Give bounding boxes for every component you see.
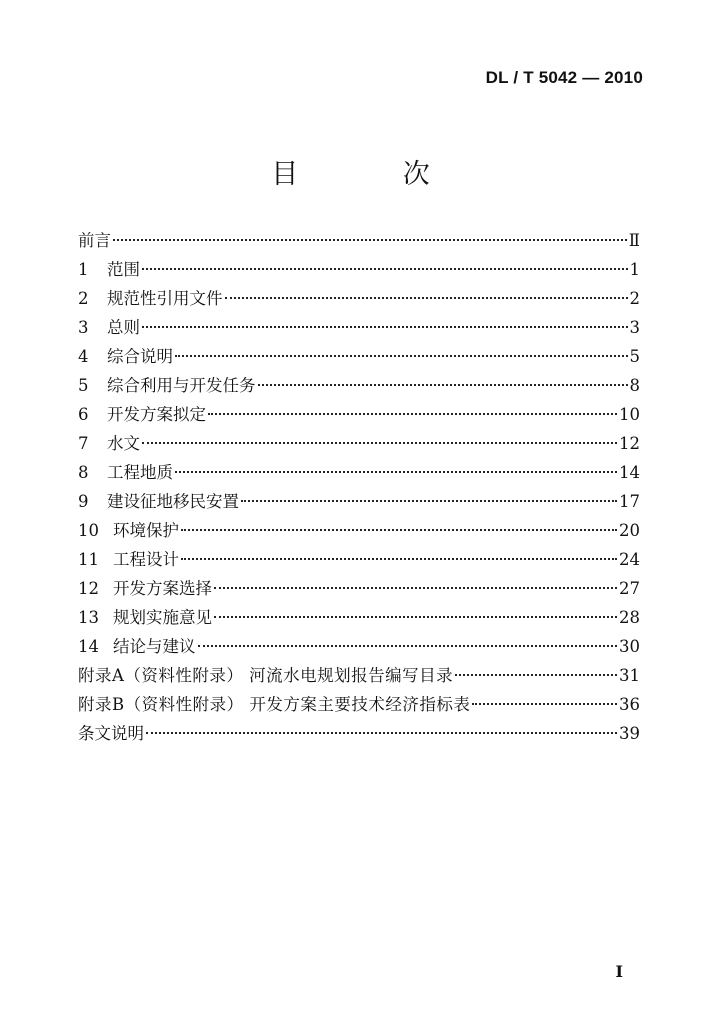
toc-entry-number: 1 (78, 260, 89, 279)
toc-leader-dots (472, 703, 617, 705)
toc-entry-11[interactable] (78, 545, 640, 574)
standard-number: DL / T 5042 — 2010 (485, 68, 643, 87)
toc-leader-dots (258, 384, 628, 386)
toc-leader-dots (181, 558, 617, 560)
toc-entry-label: 条文说明 (78, 724, 144, 743)
toc-entry-14[interactable] (78, 632, 640, 661)
toc-entry-number: 10 (78, 521, 99, 540)
toc-entry-label: 结论与建议 (113, 637, 196, 656)
toc-entry-number: 13 (78, 608, 99, 627)
toc-entry-7[interactable] (78, 429, 640, 458)
toc-entry-page: 31 (619, 666, 640, 685)
toc-entry-page: 8 (629, 376, 640, 395)
toc-leader-dots (113, 239, 627, 241)
table-of-contents (78, 226, 640, 748)
toc-entry-number: 8 (78, 463, 89, 482)
toc-entry-number: 3 (78, 318, 89, 337)
page-number: Ⅰ (615, 962, 623, 981)
toc-leader-dots (208, 413, 617, 415)
toc-entry-page: 10 (619, 405, 640, 424)
toc-entry-number: 6 (78, 405, 89, 424)
toc-entry-page: 24 (619, 550, 640, 569)
toc-entry-9[interactable] (78, 487, 640, 516)
toc-entry-foreword[interactable] (78, 226, 640, 255)
toc-entry-page: 5 (629, 347, 640, 366)
toc-entry-label: 附录A（资料性附录） 河流水电规划报告编写目录 (78, 666, 454, 685)
toc-entry-label: 开发方案拟定 (107, 405, 206, 424)
toc-leader-dots (146, 732, 617, 734)
toc-entry-page: 20 (619, 521, 640, 540)
toc-leader-dots (225, 297, 628, 299)
toc-entry-label: 总则 (107, 318, 140, 337)
toc-leader-dots (181, 529, 617, 531)
toc-entry-label: 综合利用与开发任务 (107, 376, 256, 395)
toc-entry-number: 7 (78, 434, 89, 453)
toc-entry-page: 14 (619, 463, 640, 482)
toc-entry-6[interactable] (78, 400, 640, 429)
toc-entry-number: 11 (78, 550, 99, 569)
toc-entry-number: 14 (78, 637, 99, 656)
toc-entry-page: 1 (629, 260, 640, 279)
toc-entry-label: 附录B（资料性附录） 开发方案主要技术经济指标表 (78, 695, 471, 714)
toc-entry-explanation[interactable] (78, 719, 640, 748)
toc-leader-dots (198, 645, 618, 647)
toc-entry-5[interactable] (78, 371, 640, 400)
page-title: 目 次 (271, 159, 478, 190)
toc-entry-label: 工程设计 (113, 550, 179, 569)
toc-entry-page: 36 (619, 695, 640, 714)
toc-entry-label: 范围 (107, 260, 140, 279)
toc-entry-number: 2 (78, 289, 89, 308)
toc-entry-number: 4 (78, 347, 89, 366)
toc-leader-dots (175, 355, 628, 357)
toc-entry-1[interactable] (78, 255, 640, 284)
toc-entry-8[interactable] (78, 458, 640, 487)
toc-entry-label: 环境保护 (113, 521, 179, 540)
toc-leader-dots (142, 268, 628, 270)
toc-leader-dots (455, 674, 617, 676)
toc-entry-label: 建设征地移民安置 (107, 492, 239, 511)
toc-entry-page: 3 (629, 318, 640, 337)
toc-entry-page: 28 (619, 608, 640, 627)
toc-leader-dots (142, 442, 617, 444)
toc-entry-page: 39 (619, 724, 640, 743)
toc-entry-label: 工程地质 (107, 463, 173, 482)
toc-entry-page: 12 (619, 434, 640, 453)
toc-entry-page: Ⅱ (628, 231, 640, 250)
toc-entry-number: 9 (78, 492, 89, 511)
toc-entry-12[interactable] (78, 574, 640, 603)
toc-entry-10[interactable] (78, 516, 640, 545)
toc-entry-number: 5 (78, 376, 89, 395)
toc-entry-label: 前言 (78, 231, 111, 250)
toc-entry-13[interactable] (78, 603, 640, 632)
toc-entry-page: 27 (619, 579, 640, 598)
toc-entry-2[interactable] (78, 284, 640, 313)
toc-leader-dots (214, 587, 617, 589)
toc-entry-page: 17 (619, 492, 640, 511)
toc-entry-label: 开发方案选择 (113, 579, 212, 598)
toc-entry-3[interactable] (78, 313, 640, 342)
toc-entry-label: 规划实施意见 (113, 608, 212, 627)
toc-entry-page: 30 (619, 637, 640, 656)
toc-entry-number: 12 (78, 579, 99, 598)
toc-entry-4[interactable] (78, 342, 640, 371)
toc-entry-label: 综合说明 (107, 347, 173, 366)
toc-leader-dots (241, 500, 617, 502)
toc-entry-label: 水文 (107, 434, 140, 453)
toc-leader-dots (142, 326, 628, 328)
toc-entry-appendix-b[interactable] (78, 690, 640, 719)
toc-entry-appendix-a[interactable] (78, 661, 640, 690)
toc-entry-page: 2 (629, 289, 640, 308)
toc-entry-label: 规范性引用文件 (107, 289, 223, 308)
toc-leader-dots (214, 616, 617, 618)
toc-leader-dots (175, 471, 617, 473)
